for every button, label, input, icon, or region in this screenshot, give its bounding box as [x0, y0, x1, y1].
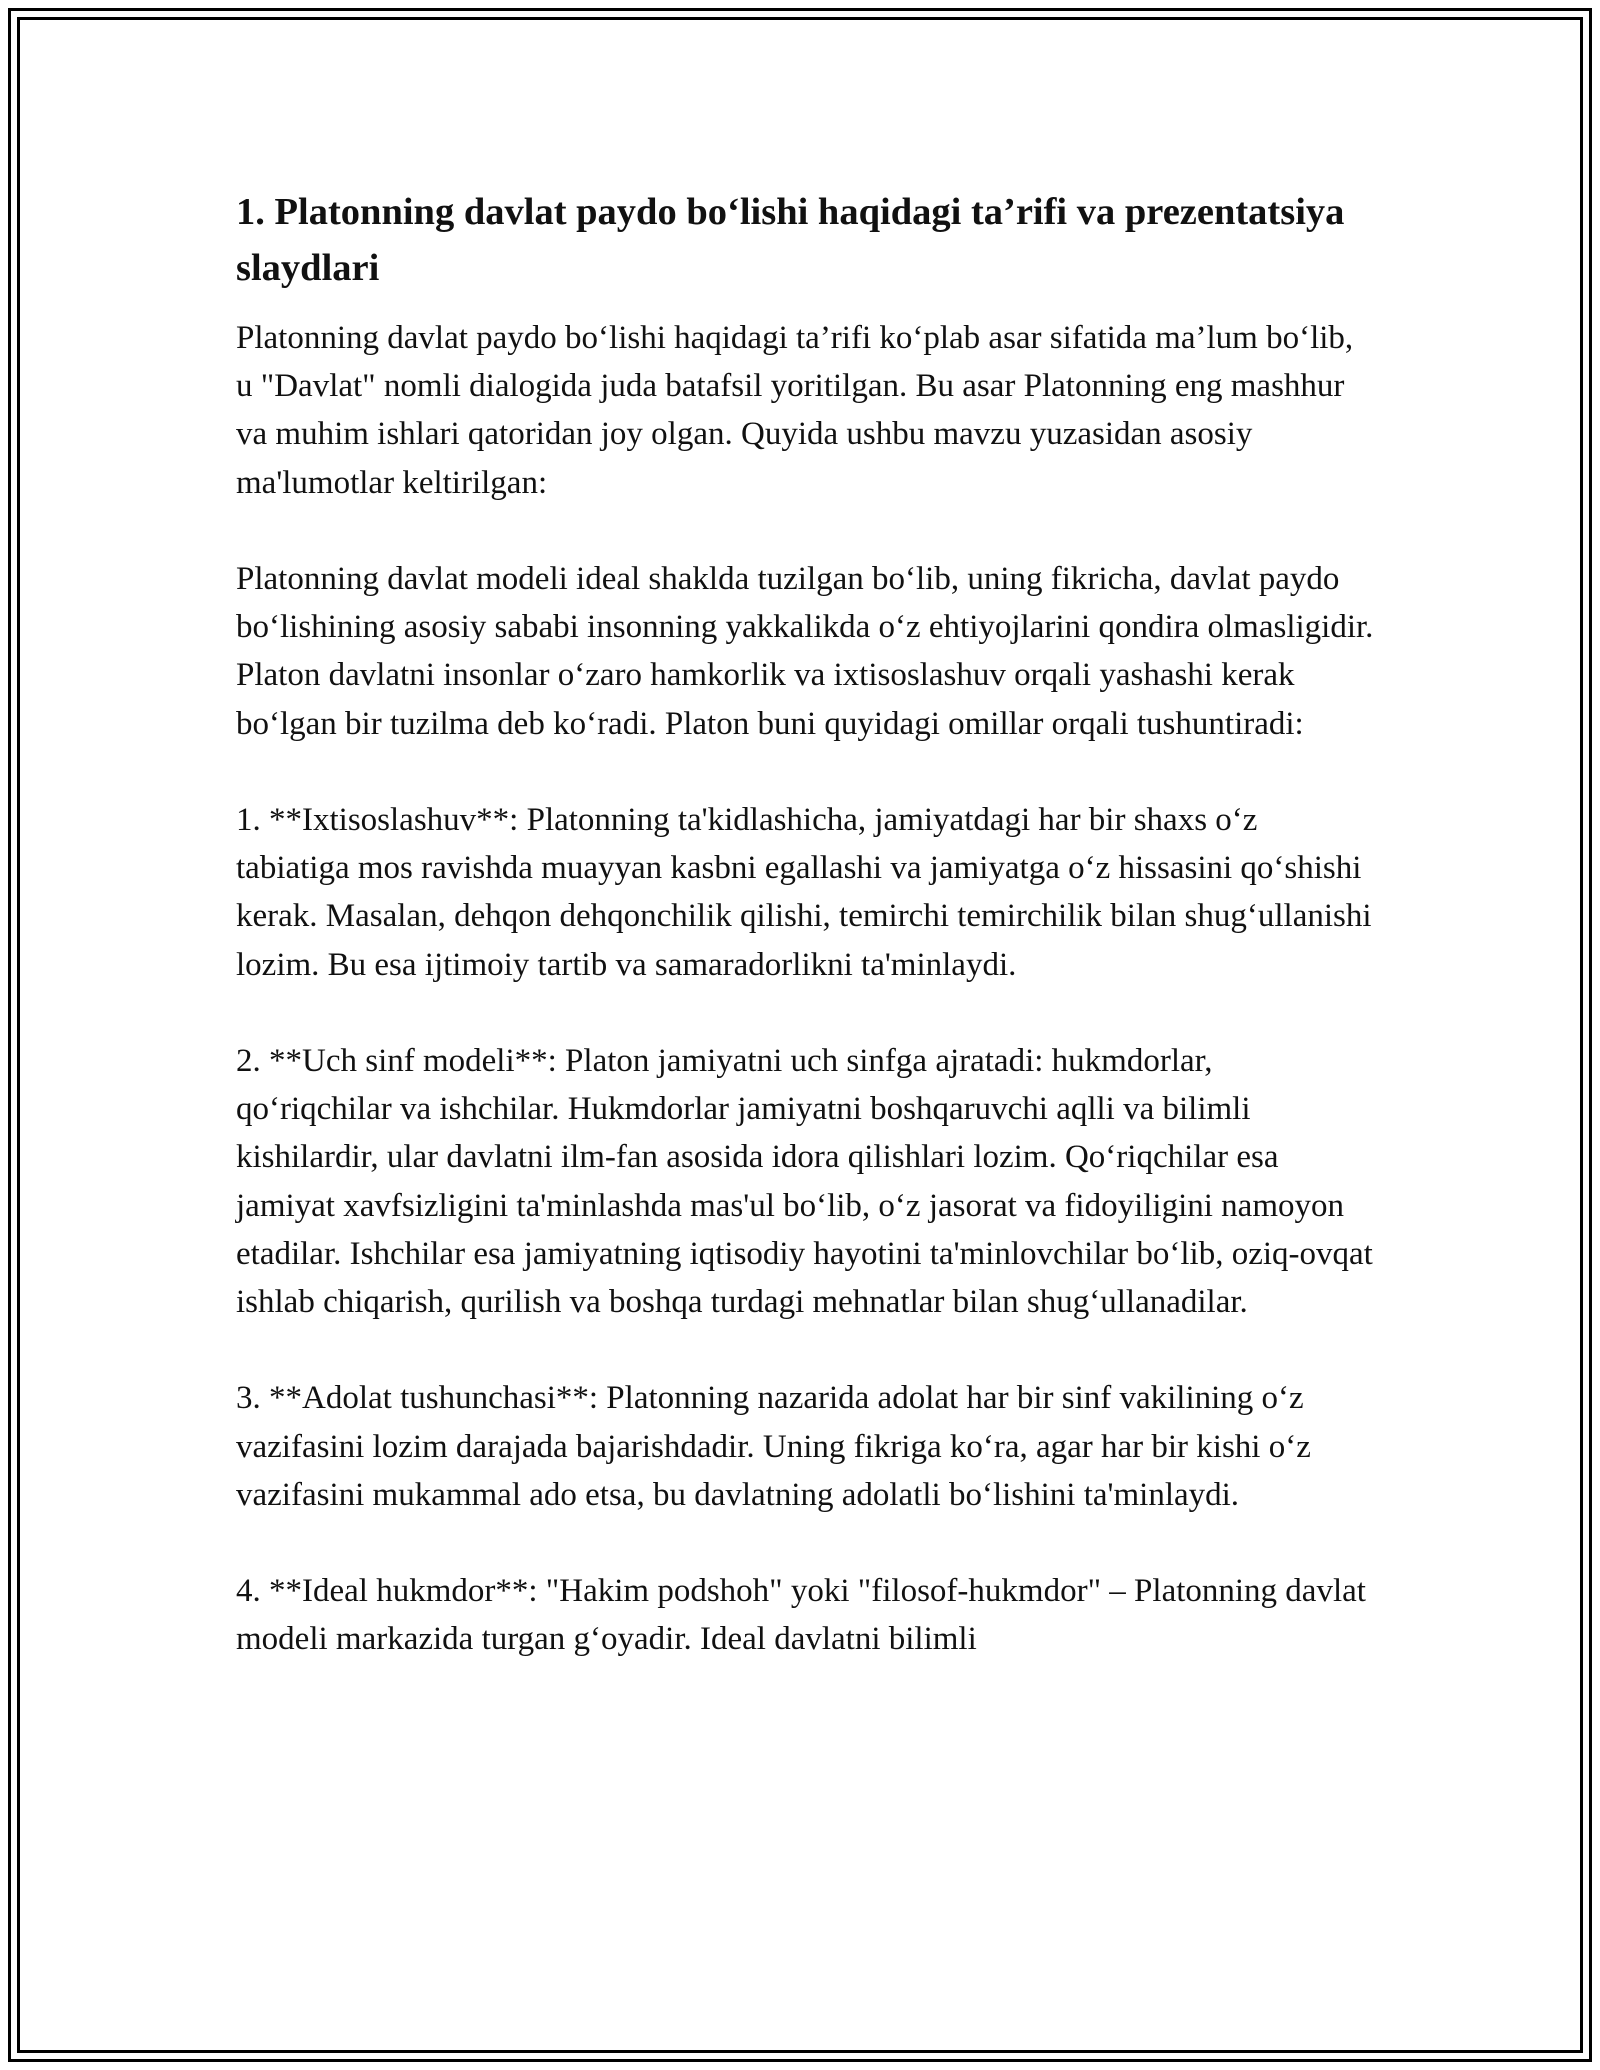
list-item-ideal-ruler: 4. **Ideal hukmdor**: "Hakim podshoh" yoki "filosof-hukmdor" – Platonning davlat modeli markazida turgan g‘oyadir. Ideal davlatni bilimli — [236, 1573, 1366, 1658]
document-title: 1. Platonning davlat paydo bo‘lishi haqidagi ta’rifi va prezentatsiya slaydlari — [236, 191, 1345, 289]
paragraph-intro: Platonning davlat paydo bo‘lishi haqidagi ta’rifi ko‘plab asar sifatida ma’lum bo‘lib, u "Davlat" nomli dialogida juda batafsil yoritilgan. Bu asar Platonning eng mashhur va muhim ishlari qatoridan joy olgan. Quyida ushbu mavzu yuzasidan asosiy ma'lumotlar keltirilgan: — [236, 320, 1354, 501]
document-body — [236, 184, 1376, 1664]
list-item-three-class-model: 2. **Uch sinf modeli**: Platon jamiyatni uch sinfga ajratadi: hukmdorlar, qo‘riqchilar va ishchilar. Hukmdorlar jamiyatni boshqaruvchi aqlli va bilimli kishilardir, ular davlatni ilm-fan asosida idora qilishlari lozim. Qo‘riqchilar esa jamiyat xavfsizligini ta'minlashda mas'ul bo‘lib, o‘z jasorat va fidoyiligini namoyon etadilar. Ishchilar esa jamiyatning iqtisodiy hayotini ta'minlovchilar bo‘lib, oziq-ovqat ishlab chiqarish, qurilish va boshqa turdagi mehnatlar bilan shug‘ullanadilar. — [236, 1043, 1373, 1321]
list-item-justice: 3. **Adolat tushunchasi**: Platonning nazarida adolat har bir sinf vakilining o‘z vazifasini lozim darajada bajarishdadir. Uning fikriga ko‘ra, agar har bir kishi o‘z vazifasini mukammal ado etsa, bu davlatning adolatli bo‘lishini ta'minlaydi. — [236, 1380, 1311, 1513]
paragraph-state-model: Platonning davlat modeli ideal shaklda tuzilgan bo‘lib, uning fikricha, davlat paydo bo‘lishining asosiy sababi insonning yakkalikda o‘z ehtiyojlarini qondira olmasligidir. Platon davlatni insonlar o‘zaro hamkorlik va ixtisoslashuv orqali yashashi kerak bo‘lgan bir tuzilma deb ko‘radi. Platon buni quyidagi omillar orqali tushuntiradi: — [236, 561, 1374, 742]
list-item-specialization: 1. **Ixtisoslashuv**: Platonning ta'kidlashicha, jamiyatdagi har bir shaxs o‘z tabiatiga mos ravishda muayyan kasbni egallashi va jamiyatga o‘z hissasini qo‘shishi kerak. Masalan, dehqon dehqonchilik qilishi, temirchi temirchilik bilan shug‘ullanishi lozim. Bu esa ijtimoiy tartib va samaradorlikni ta'minlaydi. — [236, 802, 1372, 983]
